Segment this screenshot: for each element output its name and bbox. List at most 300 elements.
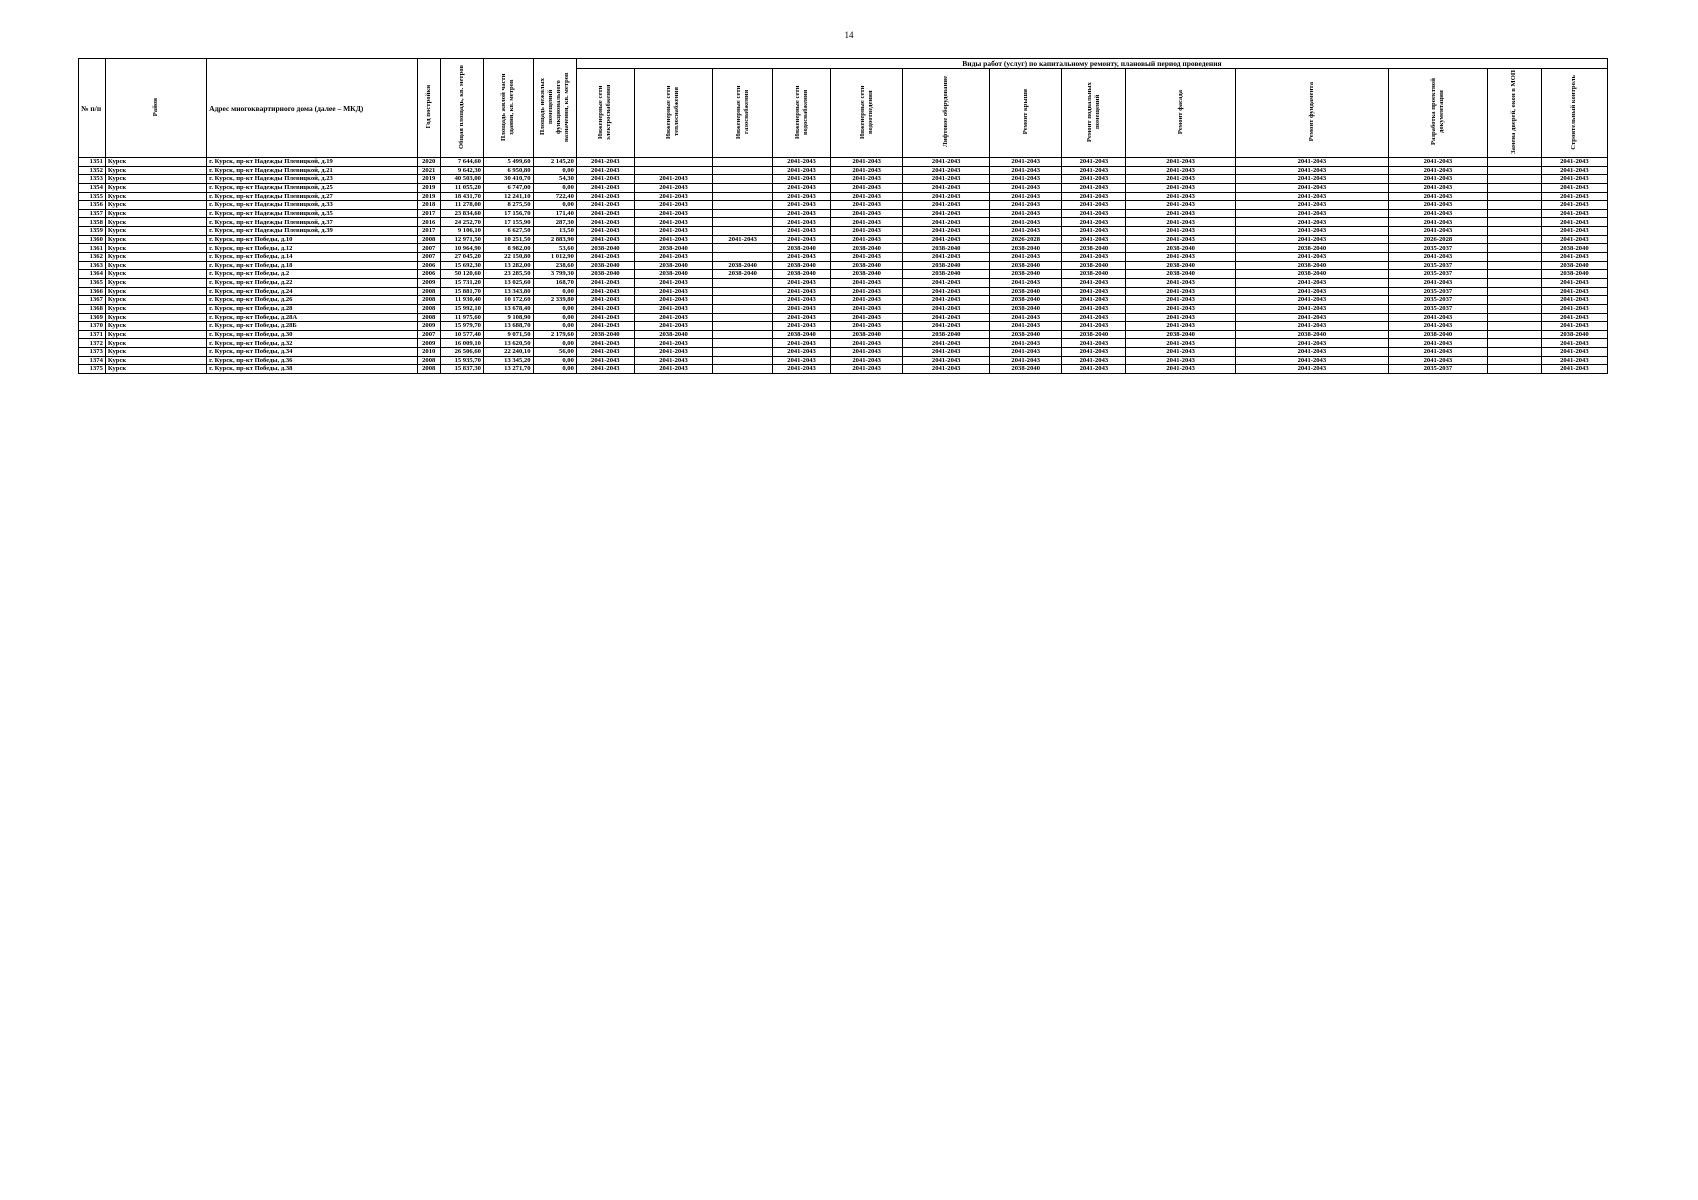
row-total-area: 15 731,20 — [440, 278, 483, 287]
row-total-area: 12 971,50 — [440, 235, 483, 244]
row-doors-windows — [1487, 253, 1541, 262]
row-construction-control: 2038-2040 — [1541, 270, 1607, 279]
row-nonresidential-area: 0,00 — [533, 356, 576, 365]
row-construction-control: 2041-2043 — [1541, 227, 1607, 236]
row-foundation: 2041-2043 — [1235, 209, 1388, 218]
row-electricity: 2038-2040 — [576, 330, 634, 339]
row-foundation: 2041-2043 — [1235, 158, 1388, 167]
row-roof: 2041-2043 — [990, 209, 1062, 218]
row-number: 1358 — [79, 218, 106, 227]
row-address: г. Курск, пр-кт Победы, д.36 — [207, 356, 418, 365]
row-gas — [713, 296, 773, 305]
row-address: г. Курск, пр-кт Победы, д.14 — [207, 253, 418, 262]
row-doors-windows — [1487, 330, 1541, 339]
row-district: Курск — [105, 192, 206, 201]
row-doors-windows — [1487, 356, 1541, 365]
table-row — [79, 253, 1608, 262]
row-facade: 2041-2043 — [1126, 166, 1236, 175]
row-basement: 2038-2040 — [1062, 261, 1126, 270]
row-number: 1373 — [79, 348, 106, 357]
row-gas — [713, 330, 773, 339]
row-sewerage: 2041-2043 — [830, 339, 902, 348]
row-electricity: 2041-2043 — [576, 227, 634, 236]
row-elevator: 2041-2043 — [903, 201, 990, 210]
row-total-area: 15 935,70 — [440, 356, 483, 365]
table-row — [79, 261, 1608, 270]
row-living-area: 13 678,40 — [483, 304, 533, 313]
table-row — [79, 313, 1608, 322]
row-total-area: 16 009,10 — [440, 339, 483, 348]
row-district: Курск — [105, 227, 206, 236]
header-district: Район — [105, 59, 206, 158]
row-foundation: 2041-2043 — [1235, 166, 1388, 175]
table-row — [79, 356, 1608, 365]
row-water-supply: 2041-2043 — [773, 287, 831, 296]
row-foundation: 2038-2040 — [1235, 330, 1388, 339]
row-district: Курск — [105, 166, 206, 175]
row-doors-windows — [1487, 192, 1541, 201]
row-water-supply: 2041-2043 — [773, 227, 831, 236]
row-total-area: 9 106,10 — [440, 227, 483, 236]
table-row — [79, 235, 1608, 244]
row-facade: 2041-2043 — [1126, 253, 1236, 262]
row-gas — [713, 175, 773, 184]
table-row — [79, 166, 1608, 175]
row-construction-control: 2041-2043 — [1541, 313, 1607, 322]
row-construction-control: 2041-2043 — [1541, 192, 1607, 201]
row-heating: 2041-2043 — [634, 356, 713, 365]
row-total-area: 11 055,20 — [440, 183, 483, 192]
row-number: 1359 — [79, 227, 106, 236]
row-heating: 2041-2043 — [634, 287, 713, 296]
row-number: 1353 — [79, 175, 106, 184]
row-living-area: 23 285,50 — [483, 270, 533, 279]
row-facade: 2041-2043 — [1126, 365, 1236, 374]
row-electricity: 2041-2043 — [576, 287, 634, 296]
header-address: Адрес многоквартирного дома (далее – МКД) — [207, 59, 418, 158]
row-design-docs: 2038-2040 — [1388, 330, 1487, 339]
row-facade: 2041-2043 — [1126, 235, 1236, 244]
row-year: 2016 — [417, 218, 440, 227]
row-roof: 2041-2043 — [990, 192, 1062, 201]
header-water-supply: Инженерные сети водоснабжения — [773, 69, 831, 158]
row-gas — [713, 166, 773, 175]
row-water-supply: 2041-2043 — [773, 166, 831, 175]
row-gas — [713, 218, 773, 227]
row-gas — [713, 183, 773, 192]
row-basement: 2041-2043 — [1062, 296, 1126, 305]
row-year: 2009 — [417, 339, 440, 348]
header-design-docs: Разработка проектной документации — [1388, 69, 1487, 158]
row-living-area: 30 410,70 — [483, 175, 533, 184]
row-foundation: 2041-2043 — [1235, 278, 1388, 287]
row-living-area: 22 240,10 — [483, 348, 533, 357]
row-foundation: 2038-2040 — [1235, 244, 1388, 253]
row-construction-control: 2041-2043 — [1541, 166, 1607, 175]
row-heating: 2041-2043 — [634, 235, 713, 244]
row-gas — [713, 365, 773, 374]
row-facade: 2041-2043 — [1126, 209, 1236, 218]
row-total-area: 9 642,30 — [440, 166, 483, 175]
table-row — [79, 201, 1608, 210]
row-gas — [713, 209, 773, 218]
row-district: Курск — [105, 330, 206, 339]
row-total-area: 15 881,70 — [440, 287, 483, 296]
row-water-supply: 2041-2043 — [773, 365, 831, 374]
row-heating: 2041-2043 — [634, 175, 713, 184]
row-year: 2009 — [417, 322, 440, 331]
row-water-supply: 2038-2040 — [773, 330, 831, 339]
table-row — [79, 218, 1608, 227]
row-construction-control: 2038-2040 — [1541, 244, 1607, 253]
row-electricity: 2041-2043 — [576, 175, 634, 184]
table-row — [79, 270, 1608, 279]
row-doors-windows — [1487, 235, 1541, 244]
row-design-docs: 2035-2037 — [1388, 261, 1487, 270]
row-living-area: 9 071,50 — [483, 330, 533, 339]
row-foundation: 2041-2043 — [1235, 313, 1388, 322]
row-sewerage: 2041-2043 — [830, 287, 902, 296]
row-district: Курск — [105, 158, 206, 167]
row-year: 2008 — [417, 365, 440, 374]
row-foundation: 2041-2043 — [1235, 356, 1388, 365]
row-facade: 2041-2043 — [1126, 339, 1236, 348]
row-address: г. Курск, пр-кт Надежды Плевицкой, д.23 — [207, 175, 418, 184]
row-heating: 2041-2043 — [634, 313, 713, 322]
row-number: 1360 — [79, 235, 106, 244]
row-heating: 2041-2043 — [634, 201, 713, 210]
row-total-area: 50 120,60 — [440, 270, 483, 279]
row-address: г. Курск, пр-кт Надежды Плевицкой, д.21 — [207, 166, 418, 175]
row-construction-control: 2041-2043 — [1541, 287, 1607, 296]
row-year: 2008 — [417, 313, 440, 322]
row-number: 1364 — [79, 270, 106, 279]
row-elevator: 2041-2043 — [903, 235, 990, 244]
row-design-docs: 2035-2037 — [1388, 365, 1487, 374]
row-sewerage: 2041-2043 — [830, 313, 902, 322]
header-num: № п/п — [79, 59, 106, 158]
row-address: г. Курск, пр-кт Победы, д.26 — [207, 296, 418, 305]
row-roof: 2038-2040 — [990, 304, 1062, 313]
row-construction-control: 2041-2043 — [1541, 339, 1607, 348]
header-work-types-group: Виды работ (услуг) по капитальному ремонту, плановый период проведения — [576, 59, 1607, 69]
row-nonresidential-area: 0,00 — [533, 365, 576, 374]
row-total-area: 15 992,10 — [440, 304, 483, 313]
row-living-area: 13 343,80 — [483, 287, 533, 296]
row-living-area: 13 688,70 — [483, 322, 533, 331]
row-gas — [713, 339, 773, 348]
row-water-supply: 2041-2043 — [773, 253, 831, 262]
row-living-area: 13 282,00 — [483, 261, 533, 270]
row-living-area: 9 108,90 — [483, 313, 533, 322]
row-electricity: 2041-2043 — [576, 365, 634, 374]
row-facade: 2041-2043 — [1126, 348, 1236, 357]
row-foundation: 2041-2043 — [1235, 227, 1388, 236]
header-construction-control: Строительный контроль — [1541, 69, 1607, 158]
row-basement: 2041-2043 — [1062, 227, 1126, 236]
row-living-area: 8 982,00 — [483, 244, 533, 253]
row-doors-windows — [1487, 313, 1541, 322]
row-address: г. Курск, пр-кт Победы, д.22 — [207, 278, 418, 287]
row-construction-control: 2041-2043 — [1541, 253, 1607, 262]
row-gas — [713, 278, 773, 287]
row-electricity: 2041-2043 — [576, 209, 634, 218]
row-design-docs: 2041-2043 — [1388, 166, 1487, 175]
row-number: 1354 — [79, 183, 106, 192]
row-total-area: 11 975,60 — [440, 313, 483, 322]
row-electricity: 2041-2043 — [576, 253, 634, 262]
row-basement: 2041-2043 — [1062, 209, 1126, 218]
row-sewerage: 2041-2043 — [830, 296, 902, 305]
row-water-supply: 2041-2043 — [773, 175, 831, 184]
row-doors-windows — [1487, 261, 1541, 270]
row-facade: 2041-2043 — [1126, 201, 1236, 210]
row-sewerage: 2041-2043 — [830, 278, 902, 287]
row-design-docs: 2041-2043 — [1388, 356, 1487, 365]
row-heating: 2038-2040 — [634, 270, 713, 279]
table-row — [79, 322, 1608, 331]
row-electricity: 2041-2043 — [576, 192, 634, 201]
row-water-supply: 2041-2043 — [773, 322, 831, 331]
row-construction-control: 2041-2043 — [1541, 296, 1607, 305]
header-electricity: Инженерные сети электроснабжения — [576, 69, 634, 158]
row-basement: 2041-2043 — [1062, 348, 1126, 357]
header-sewerage: Инженерные сети водоотведения — [830, 69, 902, 158]
row-facade: 2038-2040 — [1126, 270, 1236, 279]
row-roof: 2041-2043 — [990, 322, 1062, 331]
row-district: Курск — [105, 235, 206, 244]
row-sewerage: 2038-2040 — [830, 244, 902, 253]
row-elevator: 2041-2043 — [903, 192, 990, 201]
row-doors-windows — [1487, 287, 1541, 296]
row-roof: 2041-2043 — [990, 166, 1062, 175]
row-gas — [713, 304, 773, 313]
row-design-docs: 2041-2043 — [1388, 322, 1487, 331]
row-living-area: 12 241,10 — [483, 192, 533, 201]
row-water-supply: 2041-2043 — [773, 313, 831, 322]
row-nonresidential-area: 0,00 — [533, 201, 576, 210]
row-gas — [713, 192, 773, 201]
row-basement: 2041-2043 — [1062, 253, 1126, 262]
row-doors-windows — [1487, 339, 1541, 348]
row-elevator: 2038-2040 — [903, 270, 990, 279]
row-foundation: 2041-2043 — [1235, 322, 1388, 331]
row-sewerage: 2041-2043 — [830, 304, 902, 313]
row-construction-control: 2041-2043 — [1541, 183, 1607, 192]
row-elevator: 2041-2043 — [903, 365, 990, 374]
table-row — [79, 304, 1608, 313]
row-year: 2008 — [417, 356, 440, 365]
row-number: 1374 — [79, 356, 106, 365]
row-foundation: 2041-2043 — [1235, 218, 1388, 227]
row-year: 2018 — [417, 201, 440, 210]
row-gas — [713, 313, 773, 322]
row-roof: 2041-2043 — [990, 183, 1062, 192]
header-nonresidential-area: Площадь нежилых помещений функционального назначения, кв. метров — [533, 59, 576, 158]
row-elevator: 2041-2043 — [903, 209, 990, 218]
row-total-area: 15 979,70 — [440, 322, 483, 331]
header-gas: Инженерные сети газоснабжения — [713, 69, 773, 158]
table-row — [79, 348, 1608, 357]
row-construction-control: 2041-2043 — [1541, 322, 1607, 331]
row-basement: 2041-2043 — [1062, 278, 1126, 287]
row-living-area: 6 950,80 — [483, 166, 533, 175]
row-facade: 2041-2043 — [1126, 304, 1236, 313]
row-sewerage: 2041-2043 — [830, 227, 902, 236]
row-elevator: 2041-2043 — [903, 158, 990, 167]
row-water-supply: 2041-2043 — [773, 356, 831, 365]
row-district: Курск — [105, 261, 206, 270]
row-gas — [713, 322, 773, 331]
row-total-area: 7 644,60 — [440, 158, 483, 167]
row-elevator: 2041-2043 — [903, 304, 990, 313]
row-facade: 2041-2043 — [1126, 175, 1236, 184]
row-sewerage: 2041-2043 — [830, 218, 902, 227]
row-heating: 2041-2043 — [634, 183, 713, 192]
row-design-docs: 2041-2043 — [1388, 183, 1487, 192]
row-water-supply: 2041-2043 — [773, 201, 831, 210]
row-heating: 2038-2040 — [634, 261, 713, 270]
row-address: г. Курск, пр-кт Победы, д.10 — [207, 235, 418, 244]
row-year: 2009 — [417, 278, 440, 287]
row-heating: 2041-2043 — [634, 209, 713, 218]
row-construction-control: 2038-2040 — [1541, 261, 1607, 270]
row-year: 2008 — [417, 304, 440, 313]
row-roof: 2038-2040 — [990, 365, 1062, 374]
row-total-area: 10 964,90 — [440, 244, 483, 253]
row-elevator: 2041-2043 — [903, 339, 990, 348]
row-water-supply: 2041-2043 — [773, 235, 831, 244]
row-doors-windows — [1487, 175, 1541, 184]
row-basement: 2041-2043 — [1062, 365, 1126, 374]
row-electricity: 2038-2040 — [576, 244, 634, 253]
row-facade: 2041-2043 — [1126, 227, 1236, 236]
row-total-area: 11 278,00 — [440, 201, 483, 210]
row-living-area: 13 345,20 — [483, 356, 533, 365]
row-facade: 2041-2043 — [1126, 218, 1236, 227]
header-foundation: Ремонт фундамента — [1235, 69, 1388, 158]
row-water-supply: 2041-2043 — [773, 339, 831, 348]
row-sewerage: 2041-2043 — [830, 158, 902, 167]
row-basement: 2041-2043 — [1062, 158, 1126, 167]
row-district: Курск — [105, 253, 206, 262]
row-nonresidential-area: 1 012,90 — [533, 253, 576, 262]
row-heating: 2041-2043 — [634, 348, 713, 357]
row-gas: 2041-2043 — [713, 235, 773, 244]
row-district: Курск — [105, 313, 206, 322]
row-number: 1372 — [79, 339, 106, 348]
row-total-area: 24 252,70 — [440, 218, 483, 227]
row-district: Курск — [105, 304, 206, 313]
row-foundation: 2041-2043 — [1235, 192, 1388, 201]
row-total-area: 40 503,00 — [440, 175, 483, 184]
row-address: г. Курск, пр-кт Надежды Плевицкой, д.19 — [207, 158, 418, 167]
row-heating: 2041-2043 — [634, 227, 713, 236]
row-total-area: 18 431,70 — [440, 192, 483, 201]
row-design-docs: 2026-2028 — [1388, 235, 1487, 244]
row-electricity: 2041-2043 — [576, 183, 634, 192]
row-gas — [713, 158, 773, 167]
row-basement: 2041-2043 — [1062, 218, 1126, 227]
row-basement: 2041-2043 — [1062, 356, 1126, 365]
row-nonresidential-area: 238,60 — [533, 261, 576, 270]
row-construction-control: 2038-2040 — [1541, 330, 1607, 339]
row-foundation: 2041-2043 — [1235, 339, 1388, 348]
row-year: 2019 — [417, 183, 440, 192]
row-number: 1370 — [79, 322, 106, 331]
row-facade: 2041-2043 — [1126, 322, 1236, 331]
row-total-area: 15 837,30 — [440, 365, 483, 374]
row-roof: 2041-2043 — [990, 348, 1062, 357]
row-nonresidential-area: 287,30 — [533, 218, 576, 227]
row-address: г. Курск, пр-кт Победы, д.32 — [207, 339, 418, 348]
row-gas — [713, 348, 773, 357]
row-basement: 2041-2043 — [1062, 339, 1126, 348]
row-water-supply: 2038-2040 — [773, 270, 831, 279]
row-living-area: 10 251,50 — [483, 235, 533, 244]
header-total-area: Общая площадь, кв. метров — [440, 59, 483, 158]
row-design-docs: 2041-2043 — [1388, 192, 1487, 201]
row-district: Курск — [105, 201, 206, 210]
row-foundation: 2041-2043 — [1235, 183, 1388, 192]
row-basement: 2041-2043 — [1062, 192, 1126, 201]
row-elevator: 2041-2043 — [903, 296, 990, 305]
row-elevator: 2041-2043 — [903, 253, 990, 262]
row-roof: 2041-2043 — [990, 339, 1062, 348]
row-sewerage: 2038-2040 — [830, 261, 902, 270]
row-district: Курск — [105, 356, 206, 365]
row-living-area: 8 275,50 — [483, 201, 533, 210]
row-doors-windows — [1487, 304, 1541, 313]
row-foundation: 2041-2043 — [1235, 253, 1388, 262]
row-roof: 2026-2028 — [990, 235, 1062, 244]
row-water-supply: 2041-2043 — [773, 278, 831, 287]
row-foundation: 2041-2043 — [1235, 296, 1388, 305]
row-facade: 2041-2043 — [1126, 287, 1236, 296]
row-address: г. Курск, пр-кт Победы, д.38 — [207, 365, 418, 374]
row-construction-control: 2041-2043 — [1541, 209, 1607, 218]
table-row — [79, 192, 1608, 201]
row-year: 2021 — [417, 166, 440, 175]
row-address: г. Курск, пр-кт Надежды Плевицкой, д.35 — [207, 209, 418, 218]
row-address: г. Курск, пр-кт Надежды Плевицкой, д.33 — [207, 201, 418, 210]
row-gas — [713, 201, 773, 210]
row-elevator: 2041-2043 — [903, 287, 990, 296]
row-electricity: 2041-2043 — [576, 304, 634, 313]
row-nonresidential-area: 0,00 — [533, 304, 576, 313]
row-year: 2017 — [417, 227, 440, 236]
row-year: 2008 — [417, 296, 440, 305]
row-total-area: 27 045,20 — [440, 253, 483, 262]
header-living-area: Площадь жилой части здания, кв. метров — [483, 59, 533, 158]
row-facade: 2041-2043 — [1126, 183, 1236, 192]
row-construction-control: 2041-2043 — [1541, 235, 1607, 244]
capital-repair-table-container — [78, 58, 1608, 374]
row-basement: 2041-2043 — [1062, 166, 1126, 175]
row-design-docs: 2035-2037 — [1388, 270, 1487, 279]
row-roof: 2041-2043 — [990, 175, 1062, 184]
table-row — [79, 365, 1608, 374]
row-roof: 2041-2043 — [990, 227, 1062, 236]
row-facade: 2041-2043 — [1126, 296, 1236, 305]
row-design-docs: 2041-2043 — [1388, 158, 1487, 167]
row-doors-windows — [1487, 365, 1541, 374]
row-elevator: 2038-2040 — [903, 330, 990, 339]
row-heating: 2041-2043 — [634, 322, 713, 331]
header-facade: Ремонт фасада — [1126, 69, 1236, 158]
row-construction-control: 2041-2043 — [1541, 158, 1607, 167]
row-nonresidential-area: 168,70 — [533, 278, 576, 287]
